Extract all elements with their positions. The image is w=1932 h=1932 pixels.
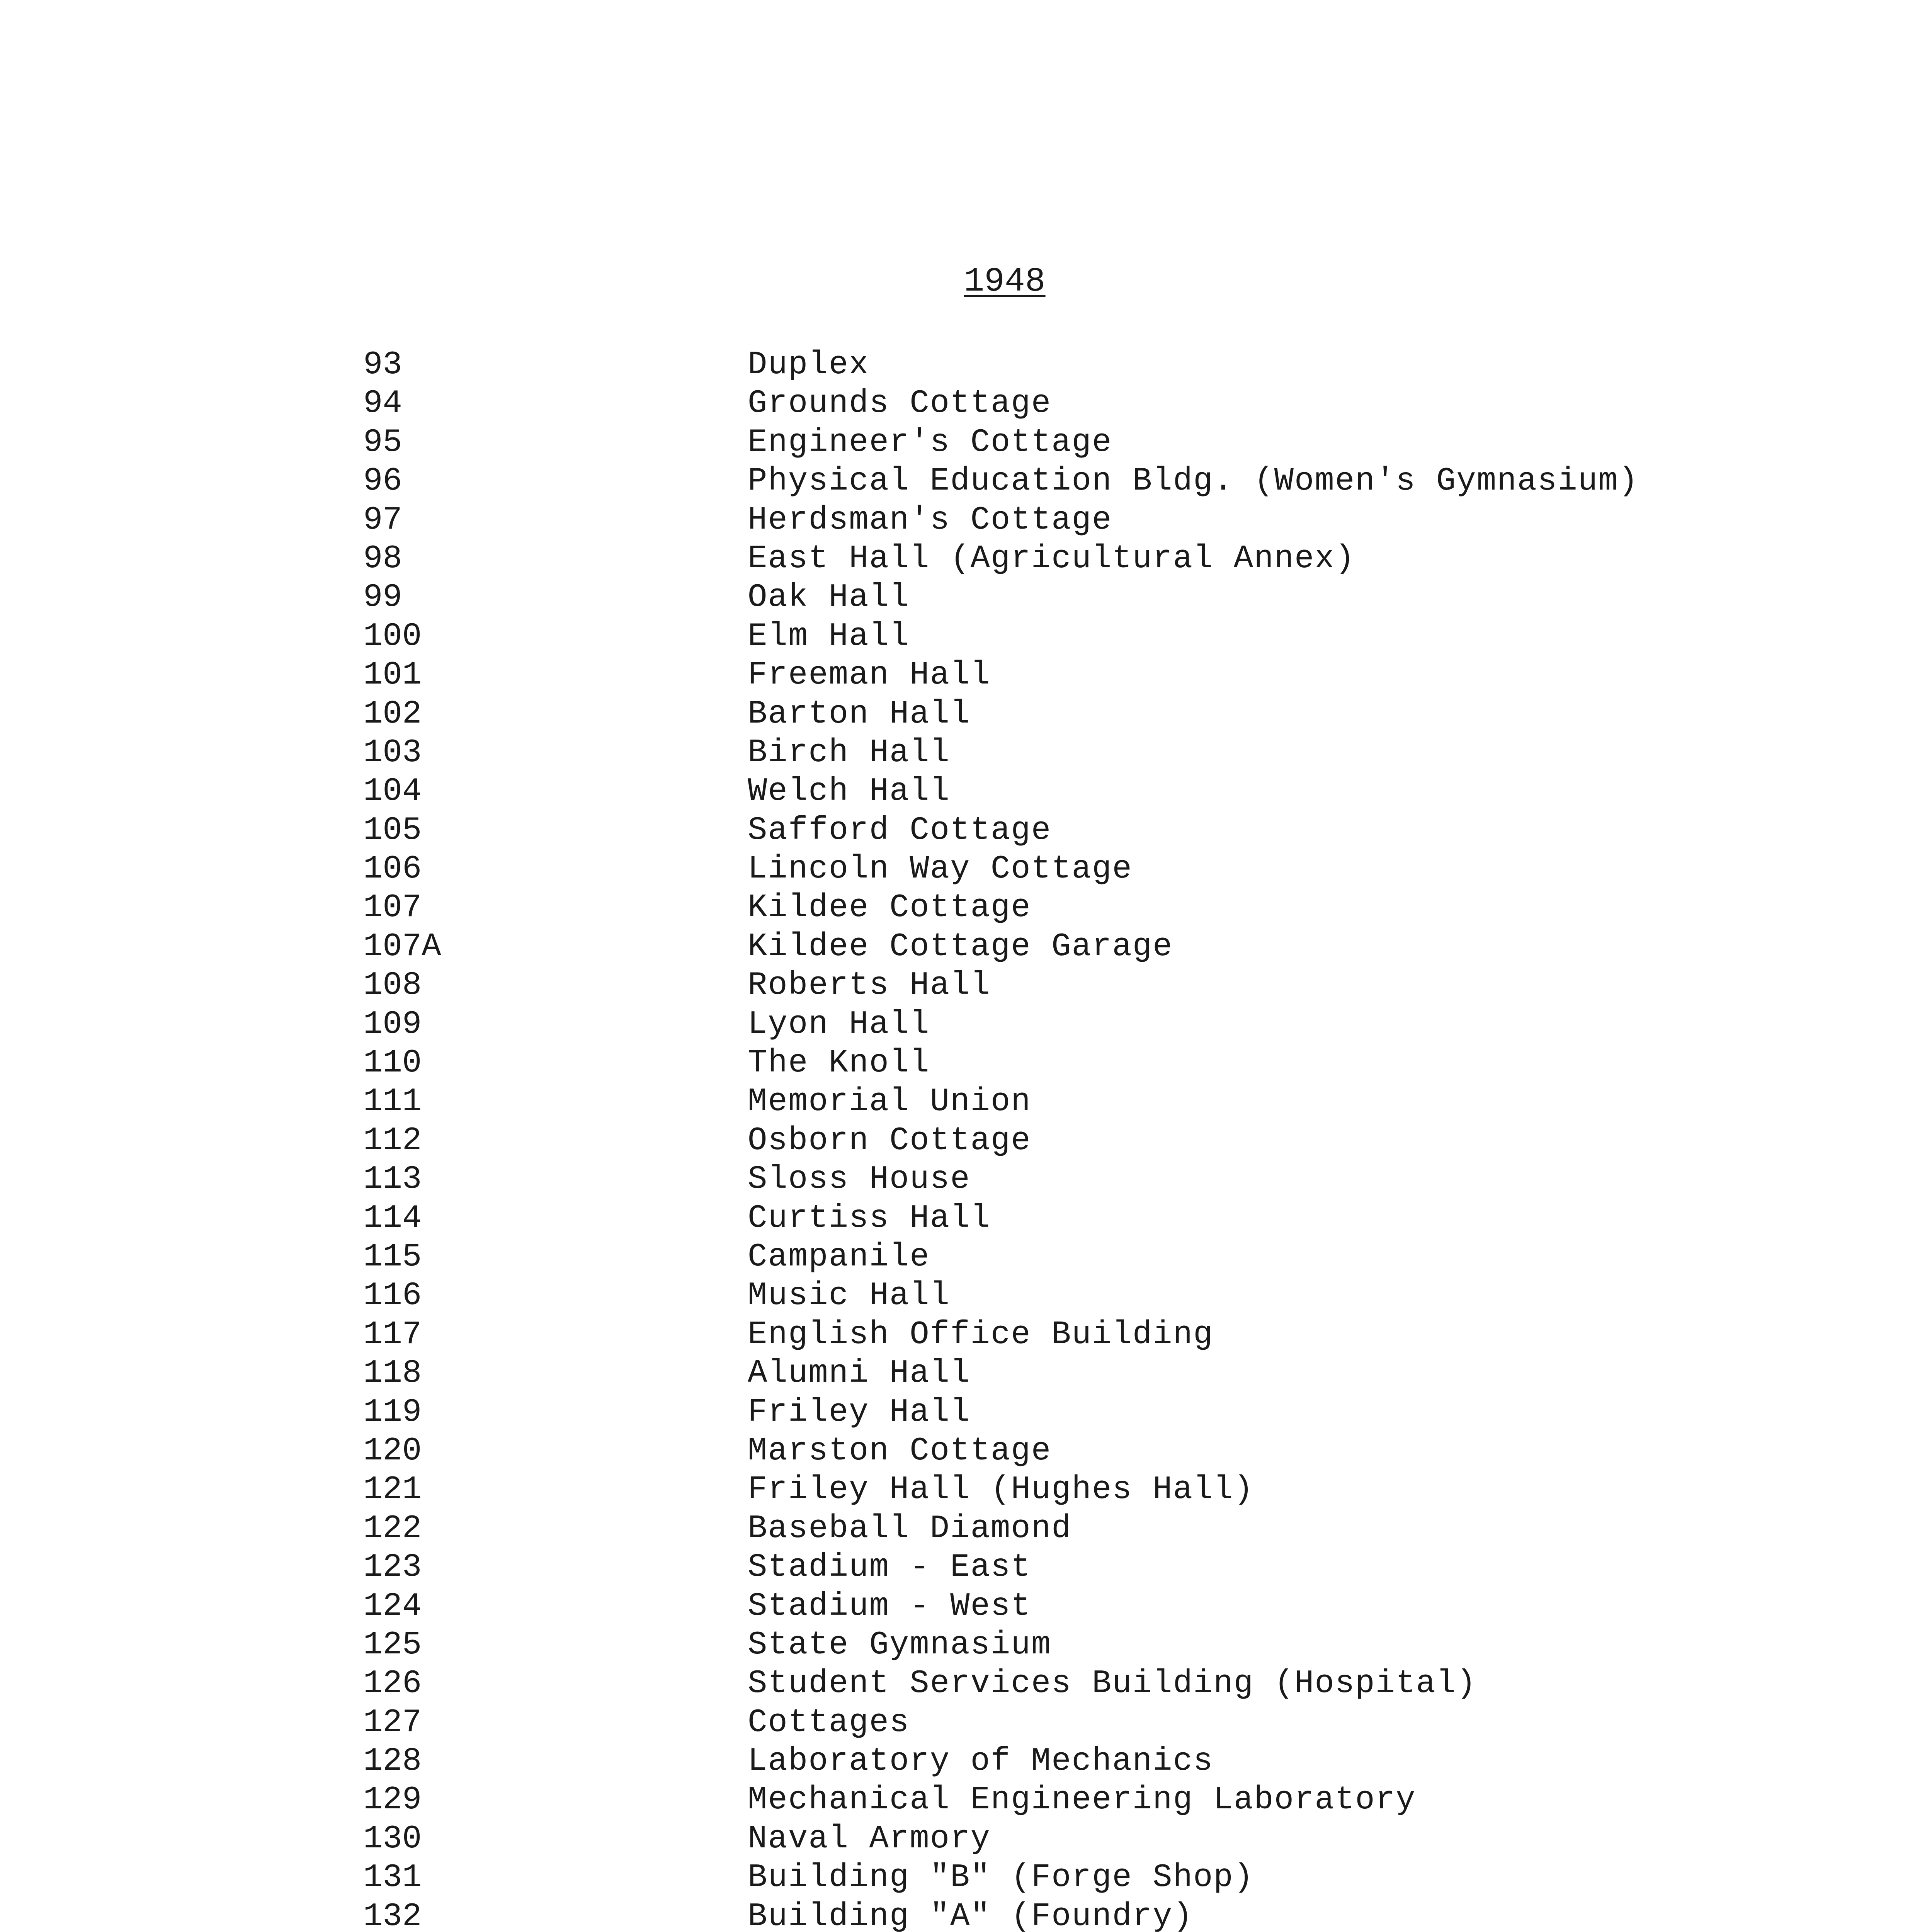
list-item <box>0 1471 1932 1509</box>
building-number: 132 <box>363 1898 422 1932</box>
list-item <box>0 1548 1932 1587</box>
list-item <box>0 1005 1932 1044</box>
building-name: Birch Hall <box>748 734 951 771</box>
list-item <box>0 1393 1932 1432</box>
list-item <box>0 1277 1932 1315</box>
building-number: 107A <box>363 928 441 965</box>
building-number: 94 <box>363 385 402 422</box>
building-name: English Office Building <box>748 1316 1214 1353</box>
building-name: Stadium - West <box>748 1588 1031 1625</box>
list-item <box>0 889 1932 927</box>
building-number: 130 <box>363 1820 422 1857</box>
building-name: Marston Cottage <box>748 1432 1052 1469</box>
list-item <box>0 1510 1932 1548</box>
year-heading: 1948 <box>964 263 1046 301</box>
building-number: 107 <box>363 889 422 927</box>
list-item <box>0 1122 1932 1160</box>
building-number: 106 <box>363 851 422 888</box>
building-number: 131 <box>363 1859 422 1896</box>
building-name: Herdsman's Cottage <box>748 502 1112 539</box>
building-name: Sloss House <box>748 1161 971 1198</box>
building-number: 125 <box>363 1626 422 1663</box>
building-number: 113 <box>363 1161 422 1198</box>
building-name: Elm Hall <box>748 618 910 655</box>
building-name: Cottages <box>748 1704 910 1741</box>
building-name: Safford Cottage <box>748 812 1052 849</box>
building-name: Building "A" (Foundry) <box>748 1898 1193 1932</box>
list-item <box>0 1781 1932 1820</box>
list-item <box>0 462 1932 501</box>
building-number: 105 <box>363 812 422 849</box>
list-item <box>0 1742 1932 1781</box>
building-name: Music Hall <box>748 1277 951 1315</box>
building-number: 103 <box>363 734 422 771</box>
building-name: Laboratory of Mechanics <box>748 1743 1214 1780</box>
list-item <box>0 540 1932 578</box>
list-item <box>0 1665 1932 1703</box>
building-name: Alumni Hall <box>748 1355 971 1392</box>
building-name: Physical Education Bldg. (Women's Gymnasium) <box>748 463 1639 500</box>
list-item <box>0 1626 1932 1665</box>
building-name: Kildee Cottage Garage <box>748 928 1173 965</box>
building-name: Friley Hall <box>748 1394 971 1431</box>
building-number: 115 <box>363 1238 422 1276</box>
building-name: Student Services Building (Hospital) <box>748 1665 1477 1702</box>
building-name: Memorial Union <box>748 1083 1031 1121</box>
building-number: 116 <box>363 1277 422 1315</box>
building-name: Naval Armory <box>748 1820 991 1857</box>
building-number: 98 <box>363 540 402 577</box>
building-number: 108 <box>363 967 422 1004</box>
building-number: 118 <box>363 1355 422 1392</box>
building-number: 97 <box>363 502 402 539</box>
list-item <box>0 1898 1932 1932</box>
building-number: 111 <box>363 1083 422 1121</box>
building-name: Welch Hall <box>748 773 951 810</box>
building-number: 124 <box>363 1588 422 1625</box>
building-number: 117 <box>363 1316 422 1353</box>
list-item <box>0 1859 1932 1897</box>
building-number: 122 <box>363 1510 422 1547</box>
list-item <box>0 346 1932 384</box>
list-item <box>0 578 1932 617</box>
building-number: 121 <box>363 1471 422 1509</box>
building-number: 99 <box>363 579 402 616</box>
building-name: Oak Hall <box>748 579 910 616</box>
building-name: State Gymnasium <box>748 1626 1052 1663</box>
building-number: 102 <box>363 696 422 733</box>
building-number: 129 <box>363 1782 422 1819</box>
building-name: Roberts Hall <box>748 967 991 1004</box>
building-name: Freeman Hall <box>748 657 991 694</box>
building-number: 109 <box>363 1006 422 1043</box>
list-item <box>0 1587 1932 1626</box>
list-item <box>0 423 1932 462</box>
building-number: 96 <box>363 463 402 500</box>
building-name: The Knoll <box>748 1045 930 1082</box>
building-name: Lyon Hall <box>748 1006 930 1043</box>
building-name: Osborn Cottage <box>748 1122 1031 1159</box>
list-item <box>0 1820 1932 1859</box>
building-name: Campanile <box>748 1238 930 1276</box>
building-number: 119 <box>363 1394 422 1431</box>
building-number: 126 <box>363 1665 422 1702</box>
building-number: 110 <box>363 1045 422 1082</box>
building-name: East Hall (Agricultural Annex) <box>748 540 1355 577</box>
building-number: 123 <box>363 1549 422 1586</box>
list-item <box>0 384 1932 423</box>
list-item <box>0 1432 1932 1471</box>
building-number: 93 <box>363 347 402 383</box>
building-number: 128 <box>363 1743 422 1780</box>
building-number: 114 <box>363 1200 422 1237</box>
building-number: 95 <box>363 424 402 461</box>
building-name: Building "B" (Forge Shop) <box>748 1859 1254 1896</box>
list-item <box>0 1316 1932 1354</box>
building-number: 127 <box>363 1704 422 1741</box>
list-item <box>0 656 1932 695</box>
list-item <box>0 1354 1932 1393</box>
building-name: Friley Hall (Hughes Hall) <box>748 1471 1254 1509</box>
building-list <box>0 346 1932 1932</box>
building-number: 112 <box>363 1122 422 1159</box>
list-item <box>0 850 1932 889</box>
list-item <box>0 1704 1932 1742</box>
building-name: Grounds Cottage <box>748 385 1052 422</box>
list-item <box>0 617 1932 656</box>
list-item <box>0 501 1932 540</box>
list-item <box>0 772 1932 811</box>
list-item <box>0 1238 1932 1277</box>
building-name: Barton Hall <box>748 696 971 733</box>
building-name: Duplex <box>748 347 869 383</box>
building-name: Stadium - East <box>748 1549 1031 1586</box>
building-number: 120 <box>363 1432 422 1469</box>
building-number: 100 <box>363 618 422 655</box>
list-item <box>0 734 1932 772</box>
building-name: Mechanical Engineering Laboratory <box>748 1782 1416 1819</box>
building-number: 101 <box>363 657 422 694</box>
list-item <box>0 966 1932 1005</box>
building-name: Baseball Diamond <box>748 1510 1072 1547</box>
building-name: Lincoln Way Cottage <box>748 851 1133 888</box>
list-item <box>0 1199 1932 1238</box>
list-item <box>0 695 1932 734</box>
list-item <box>0 1044 1932 1083</box>
building-number: 104 <box>363 773 422 810</box>
building-name: Curtiss Hall <box>748 1200 991 1237</box>
list-item <box>0 811 1932 850</box>
building-name: Kildee Cottage <box>748 889 1031 927</box>
list-item <box>0 928 1932 966</box>
building-name: Engineer's Cottage <box>748 424 1112 461</box>
list-item <box>0 1083 1932 1121</box>
list-item <box>0 1160 1932 1199</box>
